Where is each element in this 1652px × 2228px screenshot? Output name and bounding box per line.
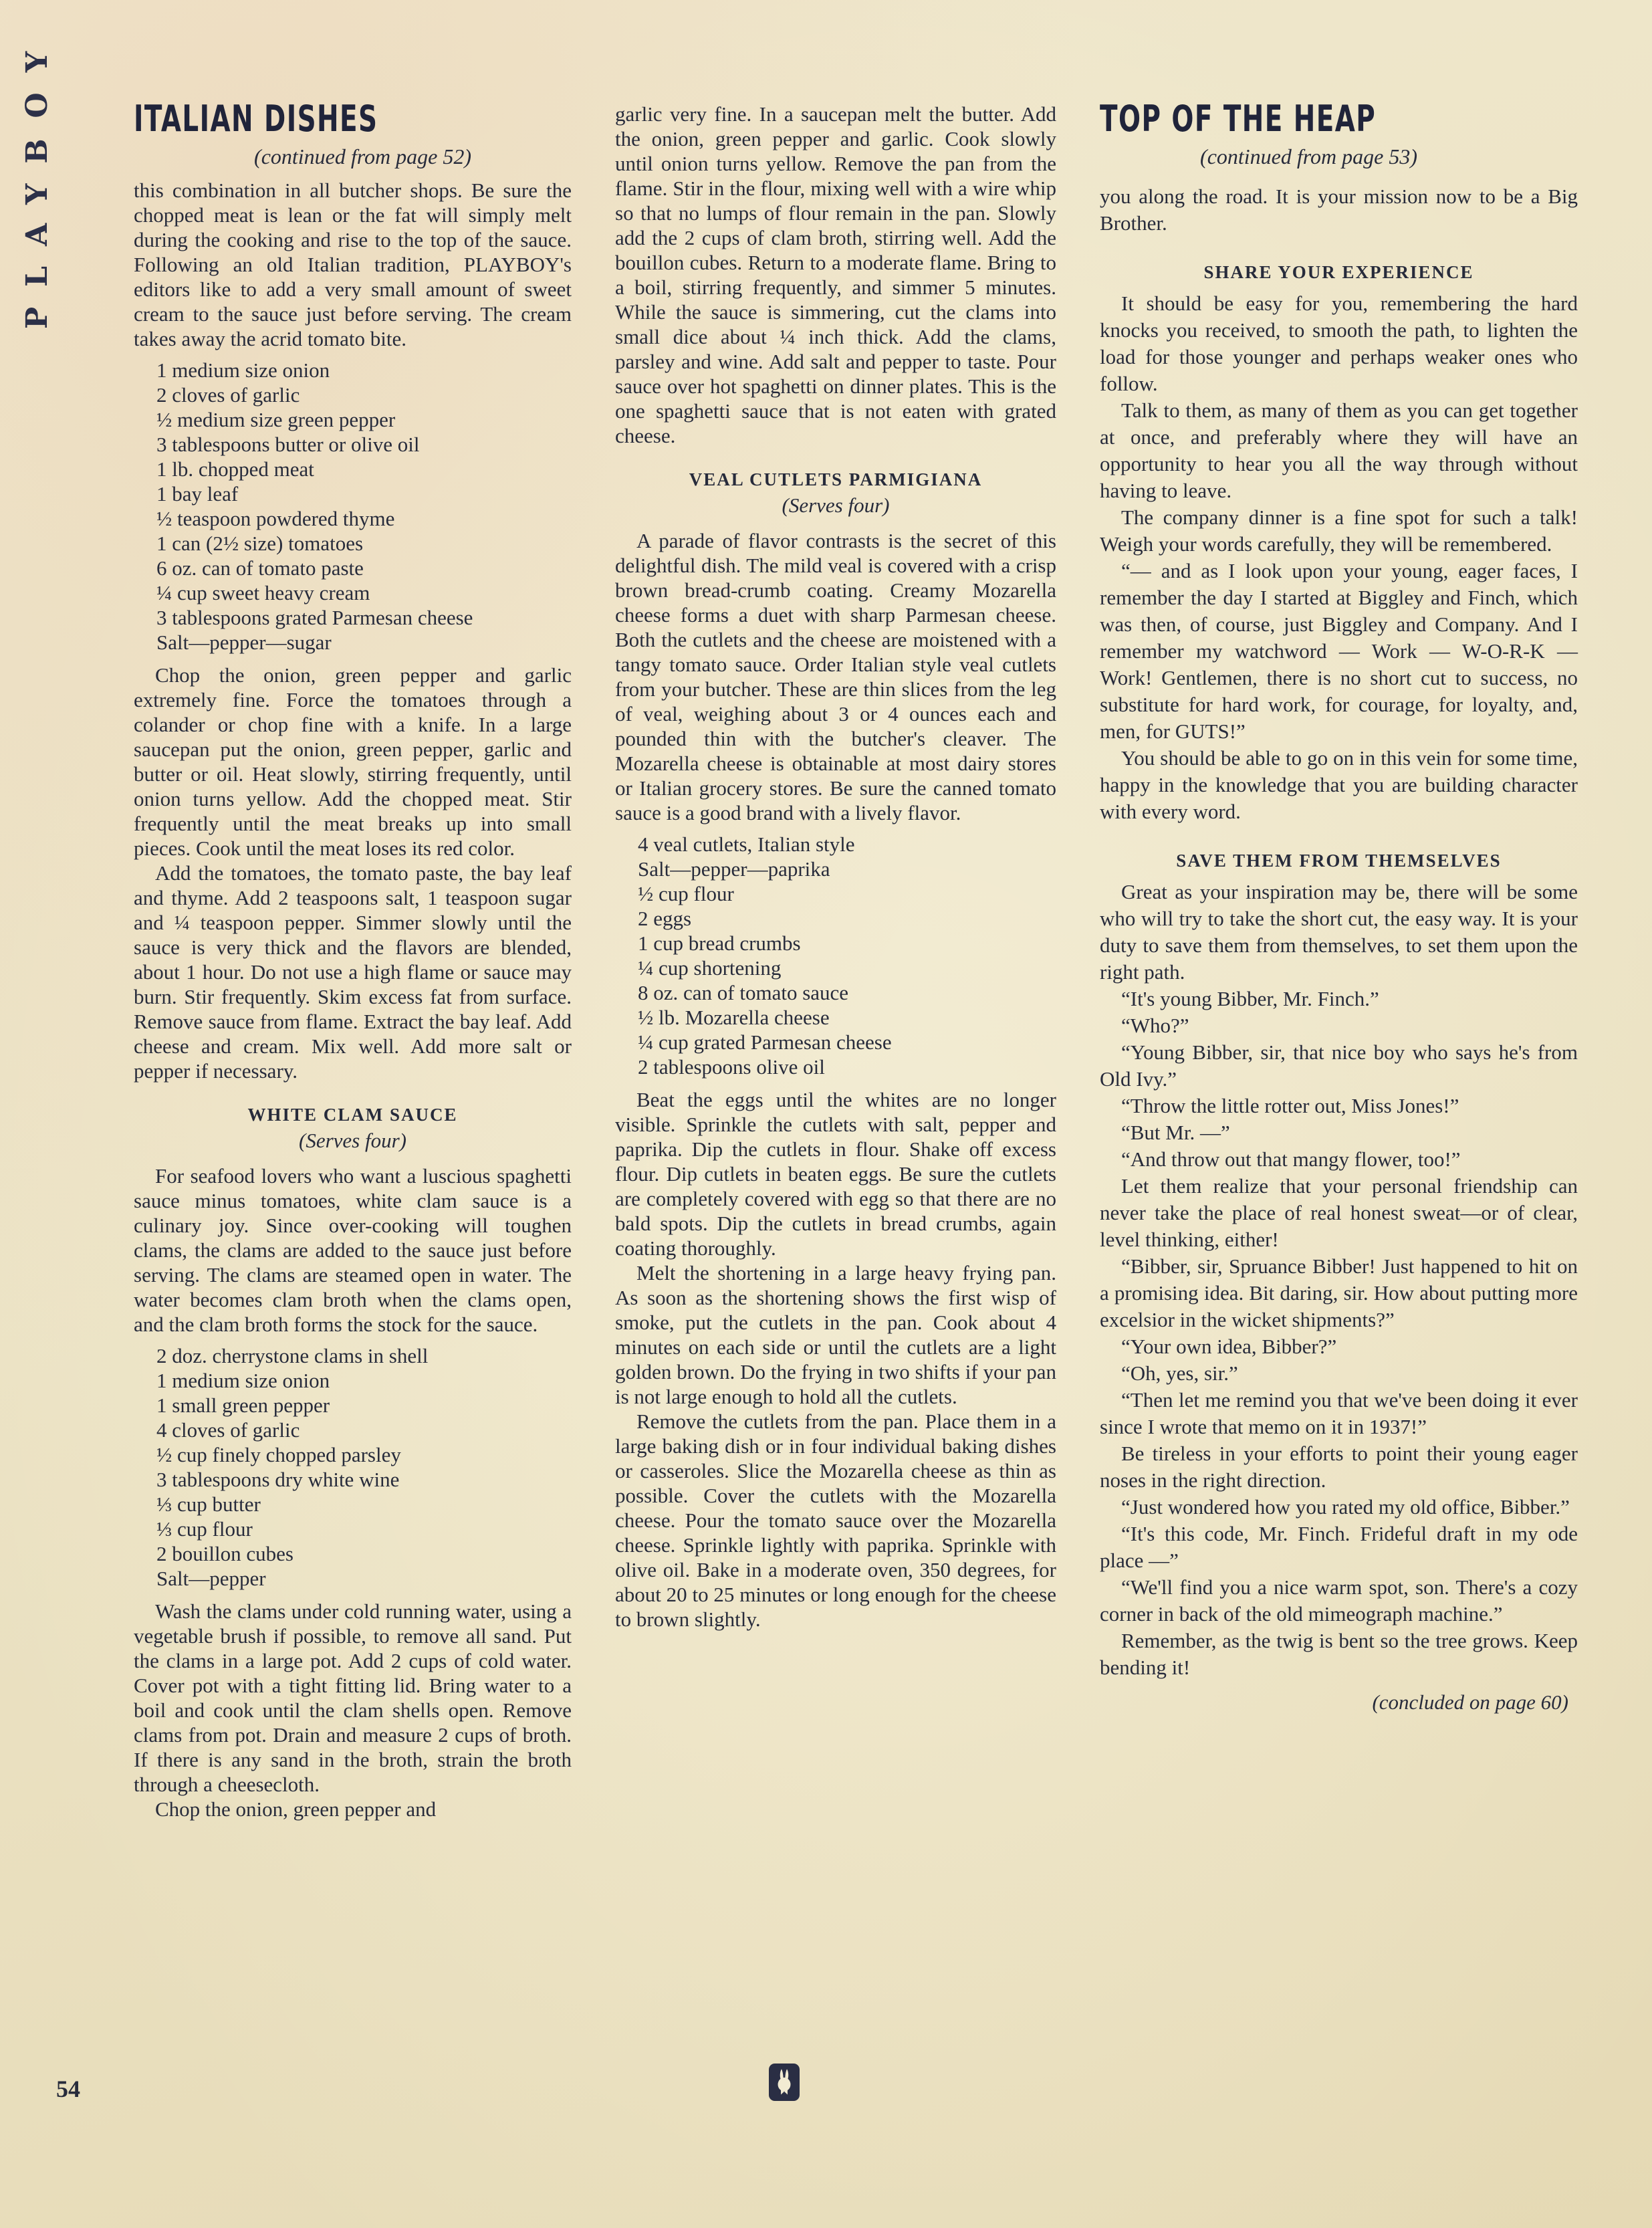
article-title-text: ITALIAN DISHES <box>134 98 378 140</box>
ingredient-item: 4 cloves of garlic <box>156 1418 300 1442</box>
ingredient-item: 2 bouillon cubes <box>156 1542 293 1565</box>
paragraph: Chop the onion, green pepper and garlic extremely fine. Force the tomatoes through a colander or chop fine with a knife. In a large saucepan put the onion, green pepper, garlic and butter or oil. Heat slowly, stirring frequently, until onion turns yellow. Add the chopped meat. Stir frequently until the meat breaks up into small pieces. Cook until the meat loses its red color. <box>134 663 572 860</box>
ingredient-item: 6 oz. can of tomato paste <box>156 556 364 580</box>
ingredient-item: 3 tablespoons dry white wine <box>156 1468 400 1491</box>
column-right <box>1100 100 1578 1716</box>
recipe-subhead-white-clam-sauce: WHITE CLAM SAUCE <box>247 1105 458 1125</box>
ingredient-item: 2 doz. cherrystone clams in shell <box>156 1344 429 1367</box>
ingredient-list-veal-cutlets <box>615 832 1056 1079</box>
playboy-vertical-masthead: PLAYBOY <box>20 31 54 329</box>
dialogue-line: “Young Bibber, sir, that nice boy who says he's from Old Ivy.” <box>1100 1040 1578 1091</box>
dialogue-line: “Just wondered how you rated my old office, Bibber.” <box>1121 1495 1570 1519</box>
ingredient-item: 8 oz. can of tomato sauce <box>638 981 849 1004</box>
dialogue-line: “It's this code, Mr. Finch. Frideful draft in my ode place —” <box>1100 1522 1578 1572</box>
ingredient-item: 3 tablespoons butter or olive oil <box>156 433 420 456</box>
column-left <box>134 100 572 1821</box>
paragraph: garlic very fine. In a saucepan melt the butter. Add the onion, green pepper and garlic. Cook slowly until onion turns yellow. Remove the pan from the flame. Stir in the flour, mixing well with a wire whip so that no lumps of flour remain in the pan. Slowly add the 2 cups of clam broth, stirring well. Add the bouillon cubes. Return to a moderate flame. Bring to a boil, stirring frequently, and simmer 5 minutes. While the sauce is simmering, cut the clams into small dice about ¼ inch thick. Add the clams, parsley and wine. Add salt and pepper to taste. Pour sauce over hot spaghetti on dinner plates. This is the one spaghetti sauce that is not eaten with grated cheese. <box>615 102 1056 447</box>
ingredient-item: 2 eggs <box>638 907 692 930</box>
ingredient-item: 1 lb. chopped meat <box>156 457 314 481</box>
ingredient-item: 1 cup bread crumbs <box>638 931 801 955</box>
dialogue-line: “Your own idea, Bibber?” <box>1121 1335 1337 1358</box>
ingredient-item: ½ cup flour <box>638 882 734 905</box>
paragraph-column-break: Chop the onion, green pepper and <box>155 1797 437 1821</box>
page-number: 54 <box>56 2076 80 2102</box>
ingredient-item: 2 tablespoons olive oil <box>638 1055 825 1079</box>
dialogue-line: “It's young Bibber, Mr. Finch.” <box>1121 987 1379 1010</box>
ingredient-item: Salt—pepper—sugar <box>156 631 332 654</box>
dialogue-line: “Who?” <box>1121 1014 1189 1037</box>
ingredient-item: 1 bay leaf <box>156 482 239 506</box>
dialogue-line: “Bibber, sir, Spruance Bibber! Just happened to hit on a promising idea. Bit daring, sir. How about putting more excelsior in the wicket shipments?” <box>1100 1254 1578 1331</box>
dialogue-line: “Oh, yes, sir.” <box>1121 1361 1238 1385</box>
ingredient-item: ¼ cup sweet heavy cream <box>156 581 370 604</box>
article-title-text: TOP OF THE HEAP <box>1100 98 1377 140</box>
paragraph: You should be able to go on in this vein for some time, happy in the knowledge that you are building character with every word. <box>1100 746 1578 823</box>
ingredient-item: ¼ cup grated Parmesan cheese <box>638 1030 892 1054</box>
paragraph: Talk to them, as many of them as you can get together at once, and preferably where they will have an opportunity to hear you all the way through without having to leave. <box>1100 399 1578 502</box>
dialogue-line: “And throw out that mangy flower, too!” <box>1121 1147 1461 1171</box>
dialogue-line: “Then let me remind you that we've been doing it ever since I wrote that memo on it in 1937!” <box>1100 1388 1578 1438</box>
recipe-subhead-veal-cutlets: VEAL CUTLETS PARMIGIANA <box>689 469 983 489</box>
ingredient-item: 4 veal cutlets, Italian style <box>638 832 855 856</box>
dialogue-line: “Throw the little rotter out, Miss Jones!” <box>1121 1094 1459 1117</box>
section-subhead-save-them-from-themselves: SAVE THEM FROM THEMSELVES <box>1176 851 1502 871</box>
continued-from-page-53-note: (continued from page 53) <box>1200 144 1417 169</box>
ingredient-item: Salt—pepper—paprika <box>638 857 830 881</box>
paragraph: Melt the shortening in a large heavy frying pan. As soon as the shortening shows the first wisp of smoke, put the cutlets in the pan. Cook about 4 minutes on each side or until the cutlets are a light golden brown. Do the frying in two shifts if your pan is not large enough to hold all the cutlets. <box>615 1261 1056 1408</box>
dialogue-paragraph: “— and as I look upon your young, eager faces, I remember the day I started at Biggley and Finch, which was then, of course, just Biggley and Company. And I remember my watchword — Work — W-O-R-K — Work! Gentlemen, there is no short cut to success, no substitute for hard work, for courage, for loyalty, and, men, for GUTS!” <box>1100 559 1578 743</box>
ingredient-item: ½ teaspoon powdered thyme <box>156 507 395 530</box>
paragraph: The company dinner is a fine spot for such a talk! Weigh your words carefully, they will be remembered. <box>1100 506 1578 556</box>
bunny-icon <box>774 2068 795 2096</box>
ingredient-item: ⅓ cup flour <box>156 1517 253 1541</box>
continued-from-page-52-note: (continued from page 52) <box>254 144 471 169</box>
dialogue-line: “We'll find you a nice warm spot, son. There's a cozy corner in back of the old mimeograph machine.” <box>1100 1575 1578 1626</box>
paragraph: Remember, as the twig is bent so the tree grows. Keep bending it! <box>1100 1629 1578 1679</box>
ingredient-item: 1 medium size onion <box>156 358 330 382</box>
section-subhead-share-your-experience: SHARE YOUR EXPERIENCE <box>1203 262 1474 282</box>
ingredient-list-clam-sauce <box>134 1343 572 1591</box>
paragraph: Remove the cutlets from the pan. Place them in a large baking dish or in four individual baking dishes or casseroles. Slice the Mozarella cheese as thin as possible. Cover the cutlets with the Mozarella cheese. Pour the tomato sauce over the Mozarella cheese. Sprinkle lightly with paprika. Sprinkle with olive oil. Bake in a moderate oven, 350 degrees, for about 20 to 25 minutes or long enough for the cheese to brown slightly. <box>615 1410 1056 1631</box>
article-title-top-of-the-heap <box>1100 100 1578 138</box>
ingredient-item: ¼ cup shortening <box>638 956 782 980</box>
serves-note: (Serves four) <box>299 1129 406 1152</box>
paragraph: you along the road. It is your mission now to be a Big Brother. <box>1100 185 1578 235</box>
article-title-italian-dishes <box>134 100 572 138</box>
ingredient-item: 1 can (2½ size) tomatoes <box>156 532 364 555</box>
ingredient-item: 1 medium size onion <box>156 1369 330 1392</box>
paragraph: Add the tomatoes, the tomato paste, the bay leaf and thyme. Add 2 teaspoons salt, 1 teaspoon sugar and ¼ teaspoon pepper. Simmer slowly until the sauce is very thick and the flavors are blended, about 1 hour. Do not use a high flame or sauce may burn. Stir frequently. Skim excess fat from surface. Remove sauce from flame. Extract the bay leaf. Add cheese and cream. Mix well. Add more salt or pepper if necessary. <box>134 861 572 1083</box>
ingredient-item: ⅓ cup butter <box>156 1492 261 1516</box>
paragraph: A parade of flavor contrasts is the secret of this delightful dish. The mild veal is covered with a crisp brown bread-crumb coating. Creamy Mozarella cheese forms a duet with sharp Parmesan cheese. Both the cutlets and the cheese are moistened with a tangy tomato sauce. Order Italian style veal cutlets from your butcher. These are thin slices from the leg of veal, weighing about 3 or 4 ounces each and pounded thin with the butcher's cleaver. The Mozarella cheese is obtainable at most dairy stores or Italian grocery stores. Be sure the canned tomato sauce is a good brand with a lively flavor. <box>615 529 1056 824</box>
paragraph: It should be easy for you, remembering the hard knocks you received, to smooth the path, to lighten the load for those younger and perhaps weaker ones who follow. <box>1100 292 1578 395</box>
paragraph: this combination in all butcher shops. Be sure the chopped meat is lean or the fat will simply melt during the cooking and rise to the top of the sauce. Following an old Italian tradition, PLAYBOY's editors like to add a very small amount of sweet cream to the sauce just before serving. The cream takes away the acrid tomato bite. <box>134 179 572 350</box>
ingredient-item: Salt—pepper <box>156 1567 266 1590</box>
playboy-bunny-logo <box>769 2064 800 2101</box>
paragraph: Let them realize that your personal friendship can never take the place of real honest sweat—or of clear, level thinking, either! <box>1100 1174 1578 1251</box>
dialogue-line: “But Mr. —” <box>1121 1121 1230 1144</box>
paragraph: Beat the eggs until the whites are no longer visible. Sprinkle the cutlets with salt, pepper and paprika. Dip the cutlets in flour. Shake off excess flour. Dip cutlets in beaten eggs. Be sure the cutlets are completely covered with egg so that there are no bald spots. Dip the cutlets in bread crumbs, again coating thoroughly. <box>615 1088 1056 1260</box>
paragraph: Be tireless in your efforts to point their young eager noses in the right direction. <box>1100 1442 1578 1492</box>
ingredient-item: 3 tablespoons grated Parmesan cheese <box>156 606 473 629</box>
ingredient-item: 1 small green pepper <box>156 1394 330 1417</box>
serves-note: (Serves four) <box>782 493 890 517</box>
paragraph: For seafood lovers who want a luscious spaghetti sauce minus tomatoes, white clam sauce is a culinary joy. Since over-cooking will toughen clams, the clams are added to the sauce just before serving. The clams are steamed open in water. The water becomes clam broth when the clams open, and the clam broth forms the stock for the sauce. <box>134 1164 572 1336</box>
ingredient-list-meat-sauce <box>134 358 572 655</box>
ingredient-item: ½ cup finely chopped parsley <box>156 1443 401 1466</box>
ingredient-item: ½ medium size green pepper <box>156 408 396 431</box>
paragraph: Great as your inspiration may be, there will be some who will try to take the short cut, the easy way. It is your duty to save them from themselves, to set them upon the right path. <box>1100 880 1578 984</box>
ingredient-item: ½ lb. Mozarella cheese <box>638 1006 830 1029</box>
paragraph: Wash the clams under cold running water, using a vegetable brush if possible, to remove all sand. Put the clams in a large pot. Add 2 cups of cold water. Cover pot with a tight fitting lid. Bring water to a boil and cook until the clam shells open. Remove clams from pot. Drain and measure 2 cups of broth. If there is any sand in the broth, strain the broth through a cheesecloth. <box>134 1599 572 1796</box>
column-middle <box>615 102 1056 1632</box>
ingredient-item: 2 cloves of garlic <box>156 383 300 407</box>
concluded-on-page-60-note: (concluded on page 60) <box>1372 1690 1568 1714</box>
